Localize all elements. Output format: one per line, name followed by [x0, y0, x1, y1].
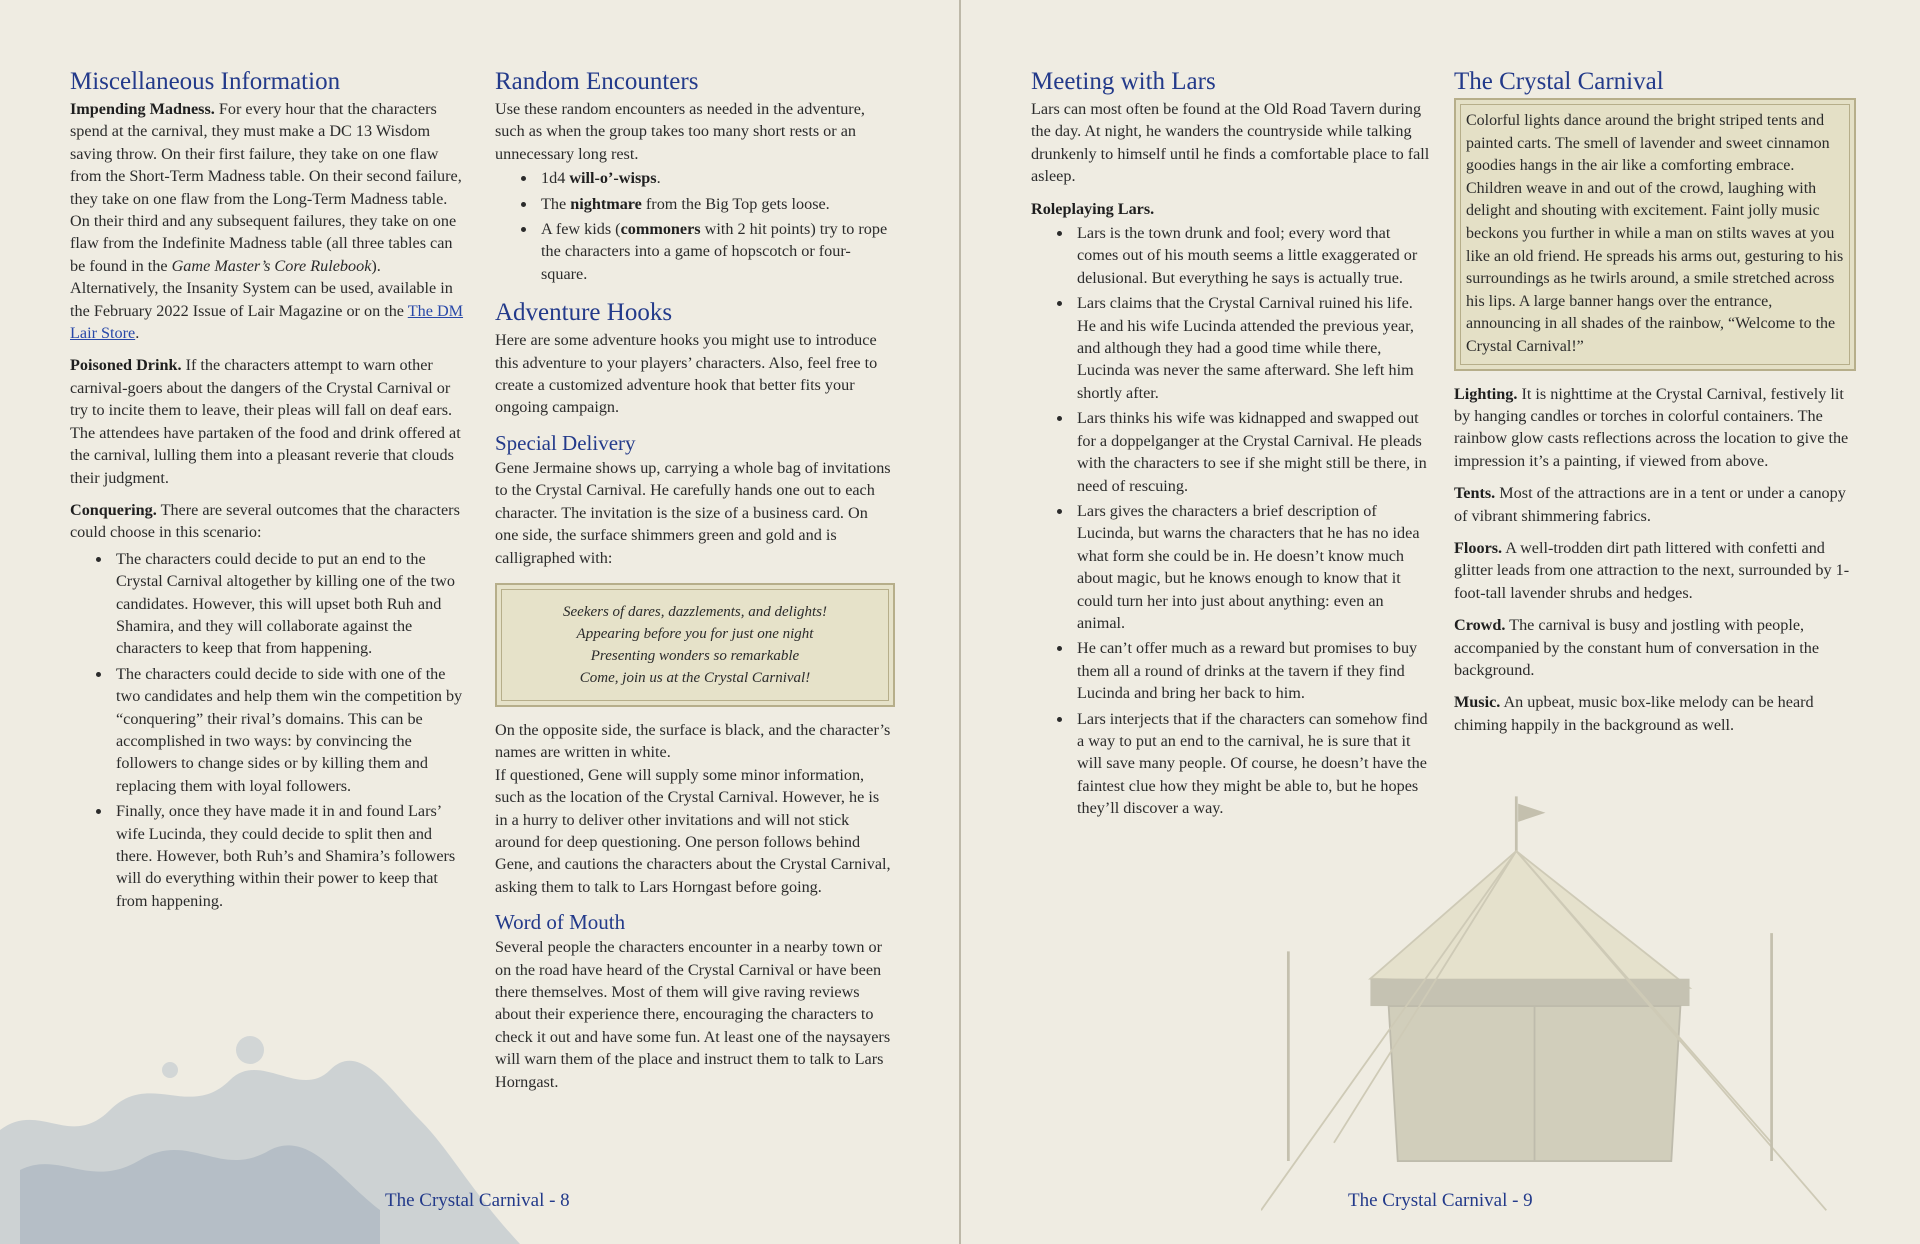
poem-line: Seekers of dares, dazzlements, and delights! — [563, 603, 827, 620]
hooks-intro: Here are some adventure hooks you might use to introduce this adventure to your players’ characters. Also, feel free to create a customized adventure hook that better fits your ongoing campaign. — [495, 331, 878, 417]
invitation-poem — [495, 583, 895, 707]
list-item-text: 1d4 — [541, 169, 570, 188]
list-item: • The characters could decide to put an end to the Crystal Carnival altogether by killing one of the two candidates. However, this will upset both Ruh and Shamira, and they will collaborate against the characters to keep that from happening. — [112, 548, 465, 660]
poisoned-label: Poisoned Drink. — [70, 356, 182, 375]
poem-line: Come, join us at the Crystal Carnival! — [579, 669, 811, 686]
floors-label: Floors. — [1454, 538, 1503, 557]
misc-heading: Miscellaneous Information — [70, 68, 341, 95]
list-item: • Finally, once they have made it in and found Lars’ wife Lucinda, they could decide to split then and there. However, both Ruh’s and Shamira’s followers will do everything within their power to keep that from happening. — [112, 800, 465, 912]
list-item-bold: nightmare — [570, 194, 642, 213]
right-column-2 — [1454, 68, 1856, 746]
lars-heading: Meeting with Lars — [1031, 68, 1216, 95]
lighting-label: Lighting. — [1454, 384, 1518, 403]
special-delivery-heading: Special Delivery — [495, 430, 636, 455]
after-poem-text: On the opposite side, the surface is black, and the character’s names are written in white. — [495, 720, 891, 762]
poem-line: Presenting wonders so remarkable — [590, 647, 800, 664]
list-item-bold: will-o’-wisps — [569, 169, 657, 188]
poisoned-text: If the characters attempt to warn other carnival-goers about the dangers of the Crystal Carnival or try to incite them to leave, their pleas will fall on deaf ears. The attendees have partaken of the food and drink offered at the carnival, lulling them into a pleasant reverie that clouds their judgment. — [70, 356, 461, 487]
impending-end: . — [135, 324, 140, 343]
special-delivery-text: Gene Jermaine shows up, carrying a whole bag of invitations to the Crystal Carnival. He carefully hands one out to each character. The invitation is the size of a business card. On one side, the surface shimmers green and gold and is calligraphed with: — [495, 458, 891, 567]
list-item: • He can’t offer much as a reward but promises to buy them all a round of drinks at the tavern if they find Lucinda and bring her back to him. — [1073, 637, 1431, 704]
tent-illustration — [1261, 790, 1881, 1244]
poisoned-paragraph — [70, 354, 465, 488]
impending-label: Impending Madness. — [70, 100, 215, 118]
list-item: • The characters could decide to side with one of the two candidates and help them win the competition by “conquering” their rival’s domains. This can be accomplished in two ways: by convincing the followers to change sides or by killing them and replacing them with loyal followers. — [112, 663, 465, 797]
list-item-text: A few kids ( — [541, 220, 621, 239]
list-item — [537, 167, 895, 189]
music-label: Music. — [1454, 693, 1501, 712]
list-item: • Lars gives the characters a brief description of Lucinda, but warns the characters that he has no idea what form she could be in. He doesn’t know much about magic, but he knows enough to know that it could turn her into just about anything: even an animal. — [1073, 500, 1431, 634]
impending-paragraph — [70, 98, 465, 344]
conquering-paragraph — [70, 499, 465, 544]
poem-line: Appearing before you for just one night — [576, 625, 814, 642]
right-page — [961, 0, 1920, 1244]
list-item-text: The — [541, 194, 571, 213]
read-aloud-box: Colorful lights dance around the bright striped tents and painted carts. The smell of lavender and sweet cinnamon goodies hangs in the air like a comforting embrace. Children weave in and out of the crowd, laughing with delight and shouting with excitement. Faint jolly music beckons you further in while a man on stilts waves at you like an old friend. He spreads his arms out, gesturing to his surroundings as he twirls around, a smile stretched across his lips. A large banner hangs over the entrance, announcing in all shades of the rainbow, “Welcome to the Crystal Carnival!” — [1454, 98, 1856, 371]
lars-intro: Lars can most often be found at the Old Road Tavern during the day. At night, he wanders the countryside while talking drunkenly to himself until he finds a comfortable place to fall asleep. — [1031, 100, 1430, 186]
page-number-right: The Crystal Carnival - 9 — [1348, 1190, 1533, 1211]
impending-text-2: ). Alternatively, the Insanity System can be used, available in the February 2022 Issue of Lair Magazine or on the — [70, 256, 453, 320]
list-item: • Lars thinks his wife was kidnapped and swapped out for a doppelganger at the Crystal Carnival. He pleads with the characters to see if she might still be there, in need of rescuing. — [1073, 407, 1431, 497]
random-intro: Use these random encounters as needed in the adventure, such as when the group takes too many short rests or an unnecessary long rest. — [495, 100, 865, 163]
questioned-text: If questioned, Gene will supply some minor information, such as the location of the Crystal Carnival. However, he is in a hurry to deliver other invitations and will not stick around for deep questioning. One person follows behind Gene, and cautions the characters about the Crystal Carnival, asking them to talk to Lars Horngast before going. — [495, 765, 891, 896]
music-text: An upbeat, music box-like melody can be heard chiming happily in the background as well. — [1454, 693, 1814, 734]
list-item — [537, 193, 895, 215]
music-paragraph — [1454, 691, 1856, 736]
left-column-2 — [495, 68, 895, 1103]
left-page — [0, 0, 959, 1244]
lighting-text: It is nighttime at the Crystal Carnival, festively lit by hanging candles or torches in colorful containers. The rainbow glow casts reflections across the location to give the impression it’s a painting, if viewed from above. — [1454, 384, 1849, 470]
tents-text: Most of the attractions are in a tent or under a canopy of vibrant shimmering fabrics. — [1454, 484, 1846, 525]
list-item-text: . — [656, 169, 661, 188]
list-item-text: with 2 hit points) try to rope the characters into a game of hopscotch or four-square. — [541, 220, 888, 283]
tents-paragraph — [1454, 482, 1856, 527]
impending-book: Game Master’s Core Rulebook — [171, 256, 372, 275]
floors-text: A well-trodden dirt path littered with confetti and glitter leads from one attraction to the next, surrounded by 1-foot-tall lavender shrubs and hedges. — [1454, 538, 1850, 602]
random-list — [495, 167, 895, 285]
crowd-label: Crowd. — [1454, 616, 1506, 635]
carnival-heading: The Crystal Carnival — [1454, 68, 1664, 95]
roleplaying-label-text: Roleplaying Lars. — [1031, 199, 1155, 218]
conquering-list — [70, 548, 465, 913]
word-of-mouth-heading: Word of Mouth — [495, 910, 626, 935]
impending-text: For every hour that the characters spend at the carnival, they must make a DC 13 Wisdom saving throw. On their first failure, they take on one flaw from the Short-Term Madness table. On their second failure, they take on one flaw from the Long-Term Madness table. On their third and any subsequent failures, they take on one flaw from the Indefinite Madness table (all three tables can be found in the — [70, 100, 462, 275]
floors-paragraph — [1454, 537, 1856, 604]
word-of-mouth-text: Several people the characters encounter in a nearby town or on the road have heard of the Crystal Carnival or have been there themselves. Most of them will give raving reviews about their experience there, encouraging the characters to check it out and have some fun. At least one of the naysayers will warn them of the place and instruct them to talk to Lars Horngast. — [495, 938, 891, 1091]
lighting-paragraph — [1454, 383, 1856, 473]
lars-list — [1031, 222, 1431, 820]
dm-lair-store-link[interactable]: The DM Lair Store — [70, 301, 464, 343]
list-item — [537, 218, 895, 285]
list-item: • Lars is the town drunk and fool; every word that comes out of his mouth seems a little exaggerated or delusional. But everything he says is actually true. — [1073, 222, 1431, 289]
list-item: • Lars claims that the Crystal Carnival ruined his life. He and his wife Lucinda attended the previous year, and although they had a good time while there, Lucinda was never the same afterward. She left him shortly after. — [1073, 292, 1431, 404]
conquering-text: There are several outcomes that the characters could choose in this scenario: — [70, 500, 460, 542]
page-number-left: The Crystal Carnival - 8 — [385, 1190, 570, 1211]
crowd-text: The carnival is busy and jostling with people, accompanied by the constant hum of conversation in the background. — [1454, 616, 1820, 679]
conquering-label: Conquering. — [70, 500, 157, 519]
hooks-heading: Adventure Hooks — [495, 299, 673, 327]
list-item-text: from the Big Top gets loose. — [641, 194, 830, 213]
random-heading: Random Encounters — [495, 68, 699, 95]
right-column-1 — [1031, 68, 1431, 828]
list-item: • Lars interjects that if the characters can somehow find a way to put an end to the carnival, he is sure that it will save many people. Of course, he doesn’t have the faintest clue how they might be able to, but he hopes they’ll discover a way. — [1073, 708, 1431, 820]
left-column-1 — [70, 68, 465, 920]
tents-label: Tents. — [1454, 484, 1496, 503]
crowd-paragraph — [1454, 614, 1856, 681]
list-item-bold: commoners — [620, 220, 701, 239]
roleplaying-lars-label — [1031, 198, 1431, 220]
